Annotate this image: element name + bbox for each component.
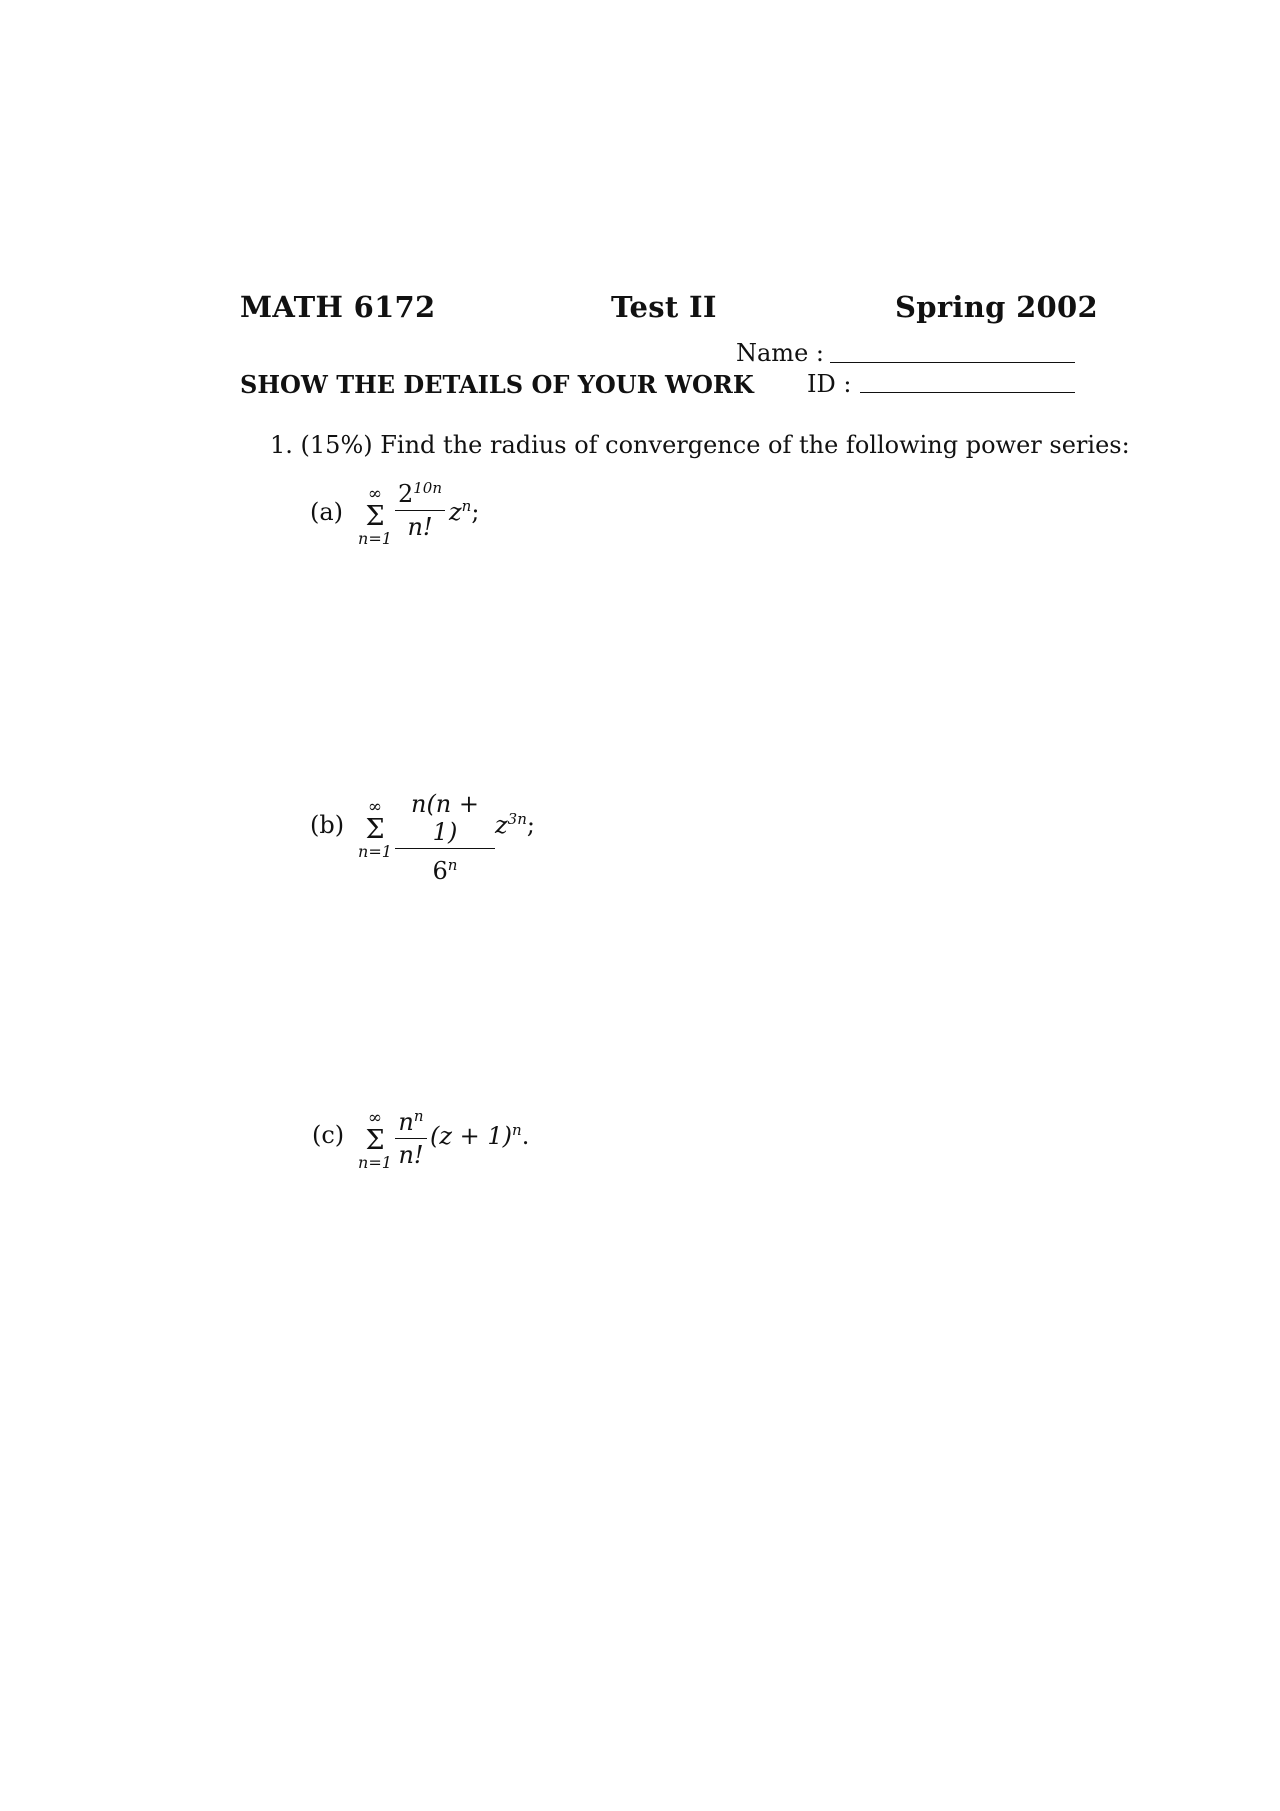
part-b-term bbox=[495, 810, 535, 839]
part-b-fraction bbox=[395, 790, 495, 885]
sum-lower: n=1 bbox=[358, 842, 392, 861]
question-1 bbox=[270, 431, 1130, 459]
denominator: n! bbox=[407, 513, 433, 541]
term-end: ; bbox=[471, 498, 480, 526]
instruction: SHOW THE DETAILS OF YOUR WORK bbox=[240, 370, 754, 399]
id-label: ID : bbox=[807, 370, 852, 398]
question-text: Find the radius of convergence of the following power series: bbox=[380, 431, 1130, 459]
part-a-label: (a) bbox=[310, 498, 344, 526]
numerator: n(n + 1) bbox=[410, 790, 479, 846]
denominator-exponent: n bbox=[447, 856, 458, 874]
sum-upper: ∞ bbox=[367, 797, 383, 817]
part-a-term bbox=[449, 497, 479, 526]
test-title: Test II bbox=[611, 290, 717, 324]
sigma-icon: Σ bbox=[365, 1125, 385, 1156]
name-label: Name : bbox=[736, 339, 824, 367]
numerator-base: n bbox=[398, 1108, 414, 1136]
term-end: ; bbox=[526, 811, 535, 839]
id-field[interactable] bbox=[860, 392, 1075, 393]
course-title: MATH 6172 bbox=[240, 290, 436, 324]
denominator-base: 6 bbox=[432, 857, 448, 885]
term-base: (z + 1) bbox=[430, 1122, 513, 1150]
term-base: z bbox=[449, 498, 462, 526]
numerator-exponent: n bbox=[413, 1107, 424, 1125]
term-exponent: 3n bbox=[507, 810, 527, 828]
numerator-exponent: 10n bbox=[413, 479, 443, 497]
part-c-fraction bbox=[395, 1102, 427, 1169]
sum-lower: n=1 bbox=[358, 529, 392, 548]
term-base: z bbox=[495, 811, 508, 839]
sum-upper: ∞ bbox=[367, 1108, 383, 1128]
sigma-icon: Σ bbox=[365, 814, 385, 845]
sum-lower: n=1 bbox=[358, 1153, 392, 1172]
term-exponent: n bbox=[461, 497, 472, 515]
sigma-icon: Σ bbox=[365, 501, 385, 532]
part-a-fraction bbox=[395, 474, 445, 541]
term-exponent: n bbox=[512, 1121, 522, 1139]
term-title: Spring 2002 bbox=[895, 290, 1098, 324]
term-end: . bbox=[521, 1122, 530, 1150]
sum-upper: ∞ bbox=[367, 484, 383, 504]
name-field[interactable] bbox=[830, 362, 1075, 363]
part-c-term bbox=[430, 1121, 529, 1150]
part-c-label: (c) bbox=[312, 1121, 345, 1149]
question-number: 1. bbox=[270, 431, 293, 459]
denominator: n! bbox=[398, 1141, 424, 1169]
question-weight: (15%) bbox=[300, 431, 373, 459]
part-b-label: (b) bbox=[310, 811, 345, 839]
numerator-base: 2 bbox=[397, 480, 414, 508]
